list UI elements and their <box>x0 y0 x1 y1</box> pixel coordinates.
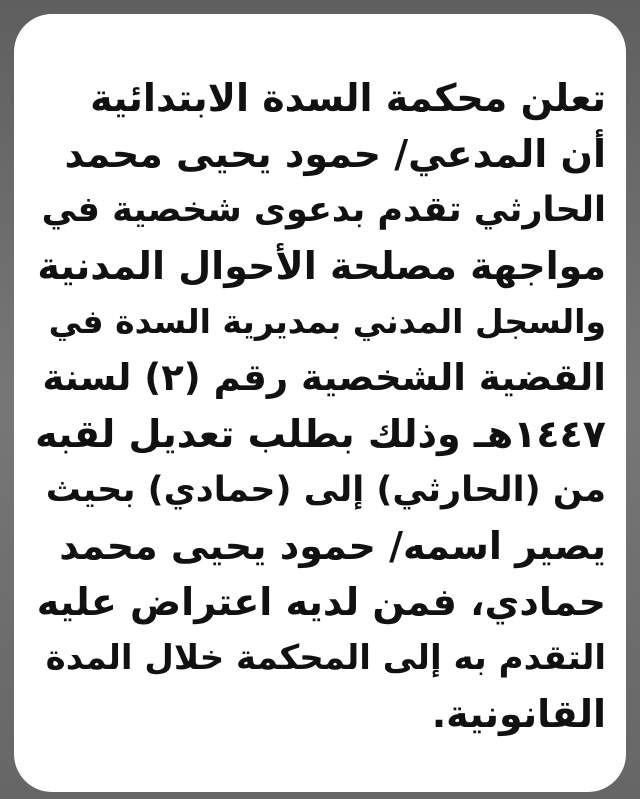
notice-line-4: مواجهة مصلحة الأحوال المدنية <box>37 244 606 288</box>
notice-body <box>34 70 606 742</box>
notice-line-10: حمادي، فمن لديه اعتراض عليه <box>36 580 606 624</box>
notice-line-7: ١٤٤٧هـ وذلك بطلب تعديل لقبه <box>35 412 606 456</box>
notice-line-1: تعلن محكمة السدة الابتدائية <box>90 76 606 120</box>
notice-card <box>14 14 626 792</box>
notice-line-5: والسجل المدني بمديرية السدة في <box>48 302 606 341</box>
notice-line-6: القضية الشخصية رقم (٢) لسنة <box>42 356 606 399</box>
notice-line-3: الحارثي تقدم بدعوى شخصية في <box>41 190 606 230</box>
notice-line-2: أن المدعي/ حمود يحيى محمد <box>64 132 606 176</box>
notice-line-8: من (الحارثي) إلى (حمادي) بحيث <box>45 470 606 510</box>
notice-line-9: يصير اسمه/ حمود يحيى محمد <box>59 524 606 568</box>
notice-line-12: القانونية. <box>431 692 606 736</box>
notice-line-11: التقدم به إلى المحكمة خلال المدة <box>45 638 606 678</box>
